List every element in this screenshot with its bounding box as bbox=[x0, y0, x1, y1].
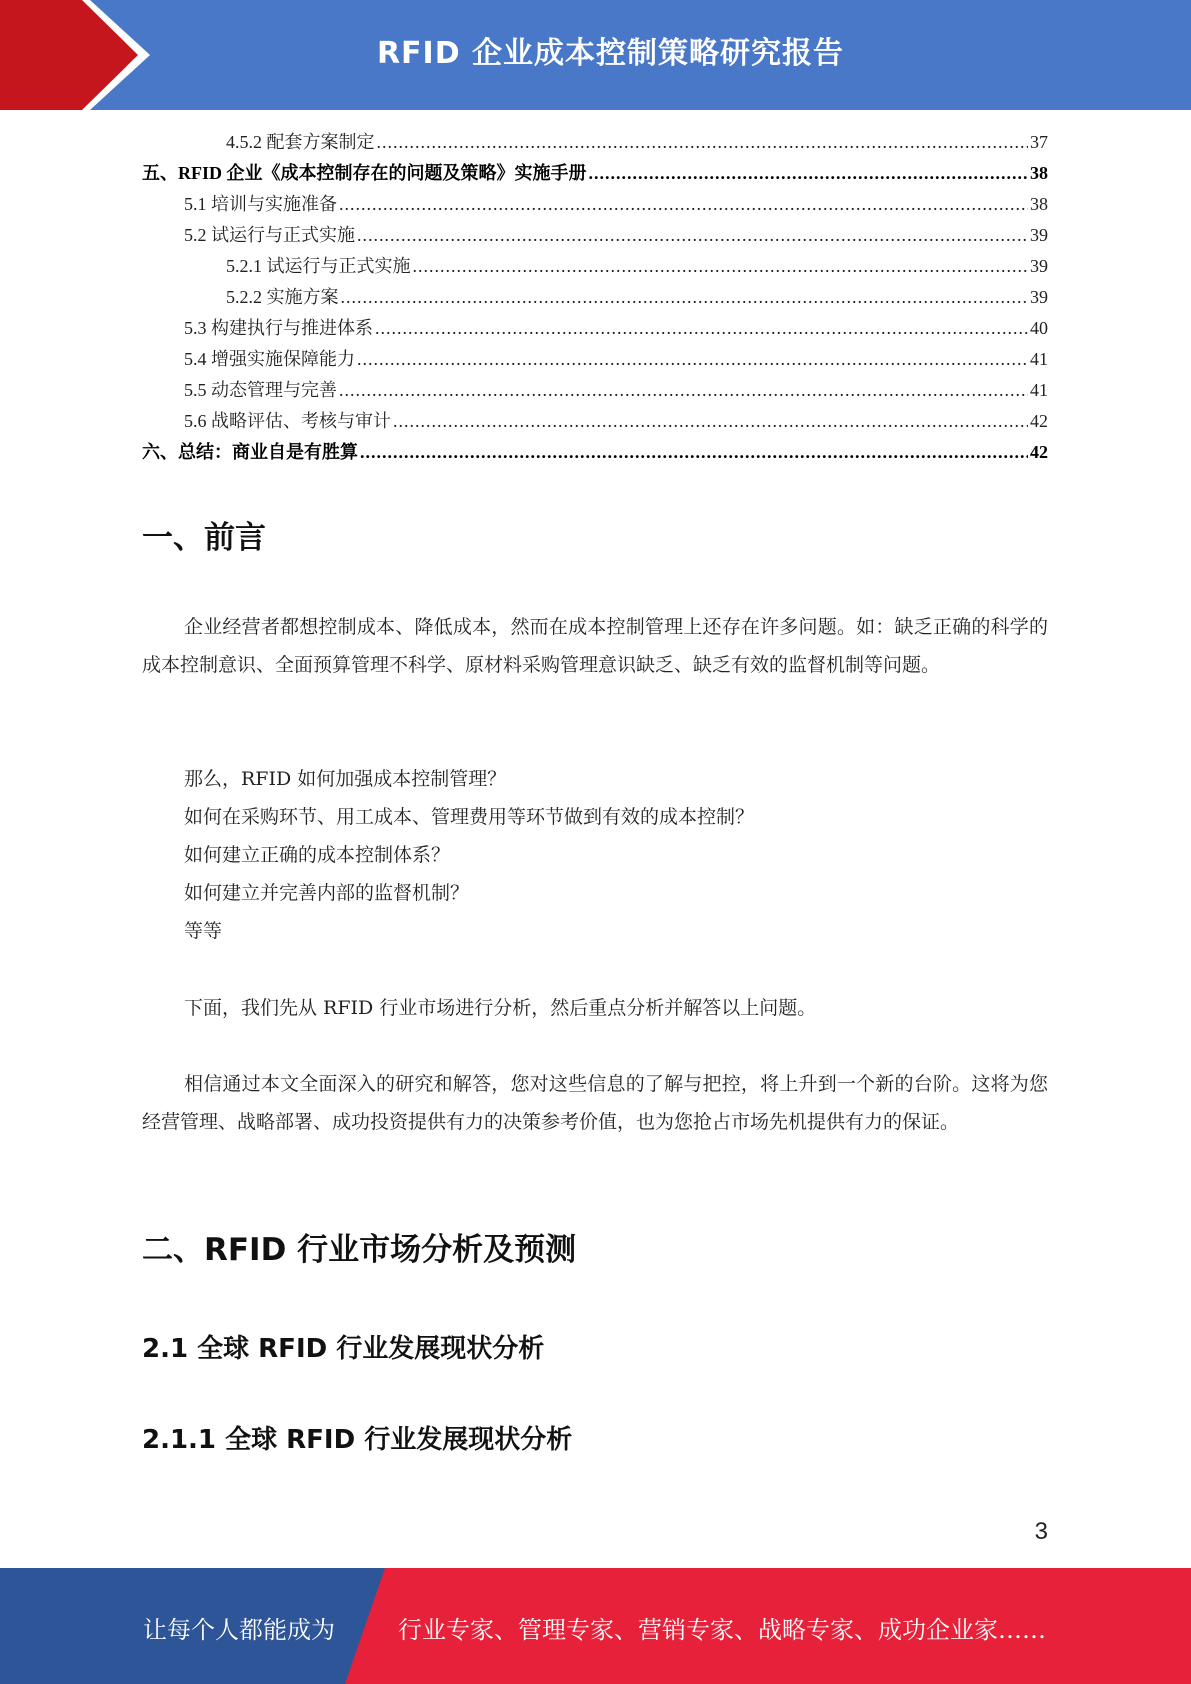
toc-leader-dots bbox=[375, 318, 1028, 339]
toc-entry-title: 5.2 试运行与正式实施 bbox=[184, 225, 355, 245]
toc-leader-dots bbox=[357, 349, 1028, 370]
toc-leader-dots bbox=[589, 163, 1029, 184]
toc-entry[interactable] bbox=[142, 128, 1048, 159]
toc-entry[interactable] bbox=[142, 314, 1048, 345]
footer-slogan-right: 行业专家、管理专家、营销专家、战略专家、成功企业家…… bbox=[398, 1616, 1046, 1644]
toc-entry[interactable] bbox=[142, 221, 1048, 252]
toc-entry-page: 41 bbox=[1030, 380, 1048, 400]
table-of-contents bbox=[142, 128, 1048, 469]
section-heading-market: 二、RFID 行业市场分析及预测 bbox=[142, 1232, 577, 1268]
page-footer bbox=[0, 1568, 1191, 1684]
header-title: RFID 企业成本控制策略研究报告 bbox=[376, 36, 845, 71]
toc-entry-title: 六、总结：商业自是有胜算 bbox=[142, 442, 358, 462]
toc-leader-dots bbox=[413, 256, 1029, 277]
toc-leader-dots bbox=[339, 380, 1028, 401]
footer-slogan-left: 让每个人都能成为 bbox=[143, 1616, 335, 1644]
subsection-heading-2-1: 2.1 全球 RFID 行业发展现状分析 bbox=[142, 1334, 545, 1364]
toc-leader-dots bbox=[341, 287, 1029, 308]
toc-entry[interactable] bbox=[142, 190, 1048, 221]
toc-entry-page: 38 bbox=[1030, 194, 1048, 214]
toc-entry[interactable] bbox=[142, 407, 1048, 438]
question-item: 如何建立并完善内部的监督机制？ bbox=[184, 882, 470, 904]
toc-entry-page: 37 bbox=[1030, 132, 1048, 152]
toc-leader-dots bbox=[377, 132, 1029, 153]
toc-entry-title: 5.3 构建执行与推进体系 bbox=[184, 318, 373, 338]
preface-paragraph-2: 下面，我们先从 RFID 行业市场进行分析，然后重点分析并解答以上问题。 bbox=[184, 997, 817, 1019]
toc-entry-page: 41 bbox=[1030, 349, 1048, 369]
page-header bbox=[0, 0, 1191, 110]
preface-paragraph-3: 相信通过本文全面深入的研究和解答，您对这些信息的了解与把控，将上升到一个新的台阶。这将为您经营管理、战略部署、成功投资提供有力的决策参考价值，也为您抢占市场先机提供有力的保证。 bbox=[142, 1073, 1048, 1133]
toc-entry-title: 5.2.2 实施方案 bbox=[226, 287, 339, 307]
toc-entry[interactable] bbox=[142, 159, 1048, 190]
toc-entry[interactable] bbox=[142, 438, 1048, 469]
toc-entry-page: 38 bbox=[1030, 163, 1048, 183]
toc-entry-title: 5.4 增强实施保障能力 bbox=[184, 349, 355, 369]
toc-entry-page: 42 bbox=[1030, 442, 1048, 462]
section-heading-preface: 一、前言 bbox=[142, 520, 266, 556]
preface-paragraph-1: 企业经营者都想控制成本、降低成本，然而在成本控制管理上还存在许多问题。如：缺乏正确的科学的成本控制意识、全面预算管理不科学、原材料采购管理意识缺乏、缺乏有效的监督机制等问题。 bbox=[142, 616, 1048, 676]
toc-entry-page: 39 bbox=[1030, 287, 1048, 307]
toc-entry-page: 39 bbox=[1030, 225, 1048, 245]
question-item: 如何建立正确的成本控制体系？ bbox=[184, 844, 451, 866]
toc-entry[interactable] bbox=[142, 252, 1048, 283]
question-item: 等等 bbox=[184, 920, 223, 942]
toc-entry[interactable] bbox=[142, 345, 1048, 376]
question-list bbox=[184, 760, 1044, 950]
subsection-heading-2-1-1: 2.1.1 全球 RFID 行业发展现状分析 bbox=[142, 1425, 573, 1455]
toc-entry-page: 42 bbox=[1030, 411, 1048, 431]
toc-entry-page: 39 bbox=[1030, 256, 1048, 276]
toc-entry[interactable] bbox=[142, 283, 1048, 314]
toc-leader-dots bbox=[357, 225, 1028, 246]
toc-entry-title: 5.2.1 试运行与正式实施 bbox=[226, 256, 411, 276]
question-item: 那么，RFID 如何加强成本控制管理？ bbox=[184, 768, 507, 790]
toc-leader-dots bbox=[393, 411, 1028, 432]
toc-entry-title: 5.6 战略评估、考核与审计 bbox=[184, 411, 391, 431]
toc-entry-page: 40 bbox=[1030, 318, 1048, 338]
toc-leader-dots bbox=[360, 442, 1028, 463]
toc-entry-title: 4.5.2 配套方案制定 bbox=[226, 132, 375, 152]
toc-leader-dots bbox=[339, 194, 1028, 215]
question-item: 如何在采购环节、用工成本、管理费用等环节做到有效的成本控制？ bbox=[184, 806, 755, 828]
toc-entry[interactable] bbox=[142, 376, 1048, 407]
toc-entry-title: 5.1 培训与实施准备 bbox=[184, 194, 337, 214]
toc-entry-title: 5.5 动态管理与完善 bbox=[184, 380, 337, 400]
toc-entry-title: 五、RFID 企业《成本控制存在的问题及策略》实施手册 bbox=[142, 163, 587, 183]
page-number: 3 bbox=[1034, 1518, 1048, 1545]
